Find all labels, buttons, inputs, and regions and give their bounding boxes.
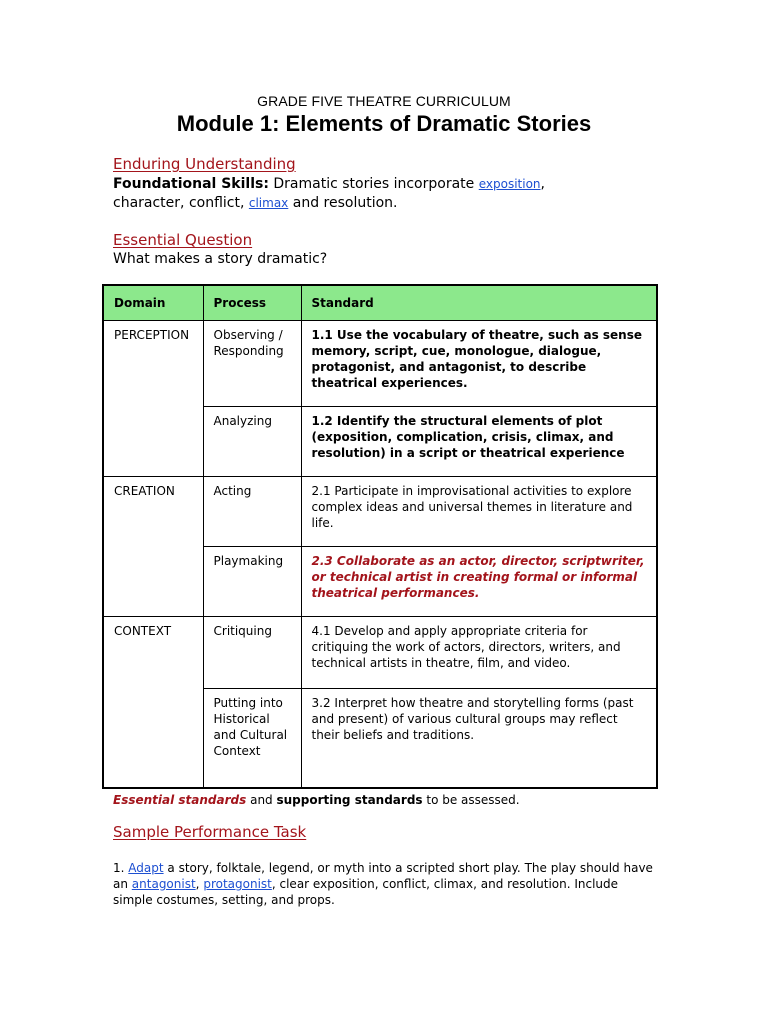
domain-cell: CREATION xyxy=(103,477,203,617)
table-row xyxy=(103,321,657,407)
header-standard: Standard xyxy=(301,285,657,321)
process-cell: Playmaking xyxy=(203,547,301,617)
process-cell: Putting into Historical and Cultural Context xyxy=(203,689,301,788)
task-text-1: a story, folktale, legend, or myth into a scripted short play. The play should have an xyxy=(113,861,653,891)
supporting-standards-label: supporting standards xyxy=(276,793,423,807)
table-header-row xyxy=(103,285,657,321)
standard-cell: 3.2 Interpret how theatre and storytelling forms (past and present) of various cultural groups may reflect their beliefs and traditions. xyxy=(301,689,657,788)
module-title: Module 1: Elements of Dramatic Stories xyxy=(176,111,592,136)
header-process: Process xyxy=(203,285,301,321)
sample-task-heading: Sample Performance Task xyxy=(113,823,307,841)
header-domain: Domain xyxy=(103,285,203,321)
essential-question-text: What makes a story dramatic? xyxy=(113,251,328,267)
process-cell: Analyzing xyxy=(203,407,301,477)
adapt-link[interactable]: Adapt xyxy=(128,861,164,875)
sample-task-text xyxy=(113,860,653,908)
standard-cell: 1.1 Use the vocabulary of theatre, such as sense memory, script, cue, monologue, dialogue, protagonist, and antagonist, to describe theatrical experiences. xyxy=(301,321,657,407)
footnote-and: and xyxy=(250,793,273,807)
standard-cell: 1.2 Identify the structural elements of plot (exposition, complication, crisis, climax, and resolution) in a script or theatrical experience xyxy=(301,407,657,477)
grade-supertitle: GRADE FIVE THEATRE CURRICULUM xyxy=(257,93,511,109)
process-cell: Acting xyxy=(203,477,301,547)
enduring-text-3: character, conflict, xyxy=(113,195,245,211)
essential-question-heading: Essential Question xyxy=(113,231,253,249)
domain-cell: PERCEPTION xyxy=(103,321,203,477)
task-number: 1. xyxy=(113,861,125,875)
standard-cell: 4.1 Develop and apply appropriate criteria for critiquing the work of actors, directors, writers, and technical artists in theatre, film, and video. xyxy=(301,617,657,689)
enduring-text-4: and resolution. xyxy=(292,195,398,211)
table-row xyxy=(103,617,657,689)
antagonist-link[interactable]: antagonist xyxy=(131,877,196,891)
enduring-understanding-text xyxy=(113,175,653,213)
protagonist-link[interactable]: protagonist xyxy=(203,877,272,891)
enduring-text-1: Dramatic stories incorporate xyxy=(273,176,475,192)
domain-cell: CONTEXT xyxy=(103,617,203,788)
standard-cell: 2.3 Collaborate as an actor, director, scriptwriter, or technical artist in creating formal or informal theatrical performances. xyxy=(301,547,657,617)
foundational-skills-label: Foundational Skills: xyxy=(113,176,269,192)
standards-footnote xyxy=(113,793,520,807)
enduring-text-2: , xyxy=(540,176,545,192)
essential-standards-label: Essential standards xyxy=(113,793,247,807)
task-text-2: , xyxy=(195,877,200,891)
process-cell: Observing / Responding xyxy=(203,321,301,407)
enduring-understanding-heading: Enduring Understanding xyxy=(113,155,296,173)
standard-cell: 2.1 Participate in improvisational activities to explore complex ideas and universal themes in literature and life. xyxy=(301,477,657,547)
footnote-tail: to be assessed. xyxy=(426,793,520,807)
standards-table xyxy=(102,284,658,789)
climax-link[interactable]: climax xyxy=(248,196,289,210)
table-row xyxy=(103,477,657,547)
task-text-3: , clear exposition, conflict, climax, and resolution. Include simple costumes, setting, and props. xyxy=(113,877,619,907)
exposition-link[interactable]: exposition xyxy=(478,177,541,191)
process-cell: Critiquing xyxy=(203,617,301,689)
